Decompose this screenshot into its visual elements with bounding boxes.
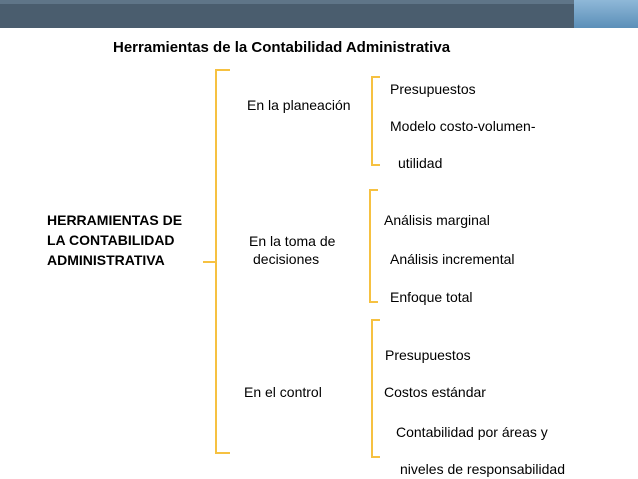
decisions-item: Enfoque total bbox=[390, 289, 473, 305]
decisions-item: Análisis incremental bbox=[390, 251, 515, 267]
control-item: Costos estándar bbox=[384, 384, 486, 400]
main-label-line: ADMINISTRATIVA bbox=[47, 252, 165, 268]
branch-control-label: En el control bbox=[244, 384, 322, 400]
branch-decisions-label-line: En la toma de bbox=[249, 233, 336, 249]
control-item: niveles de responsabilidad bbox=[400, 461, 565, 477]
control-item: Contabilidad por áreas y bbox=[396, 424, 548, 440]
planning-bracket bbox=[372, 77, 380, 165]
main-label bbox=[47, 210, 182, 270]
planning-item: Presupuestos bbox=[390, 81, 476, 97]
main-label-line: HERRAMIENTAS DE bbox=[47, 212, 183, 228]
planning-item: Modelo costo-volumen- bbox=[390, 118, 536, 134]
decisions-item: Análisis marginal bbox=[384, 212, 490, 228]
diagram-title: Herramientas de la Contabilidad Administrativa bbox=[113, 39, 451, 56]
branch-planning-label: En la planeación bbox=[247, 97, 351, 113]
decisions-bracket bbox=[370, 190, 378, 302]
main-label-line: LA CONTABILIDAD bbox=[47, 232, 175, 248]
control-bracket bbox=[372, 320, 380, 457]
planning-item: utilidad bbox=[398, 155, 443, 171]
main-bracket bbox=[216, 70, 230, 453]
control-item: Presupuestos bbox=[385, 347, 471, 363]
branch-decisions-label-line: decisiones bbox=[253, 251, 320, 267]
